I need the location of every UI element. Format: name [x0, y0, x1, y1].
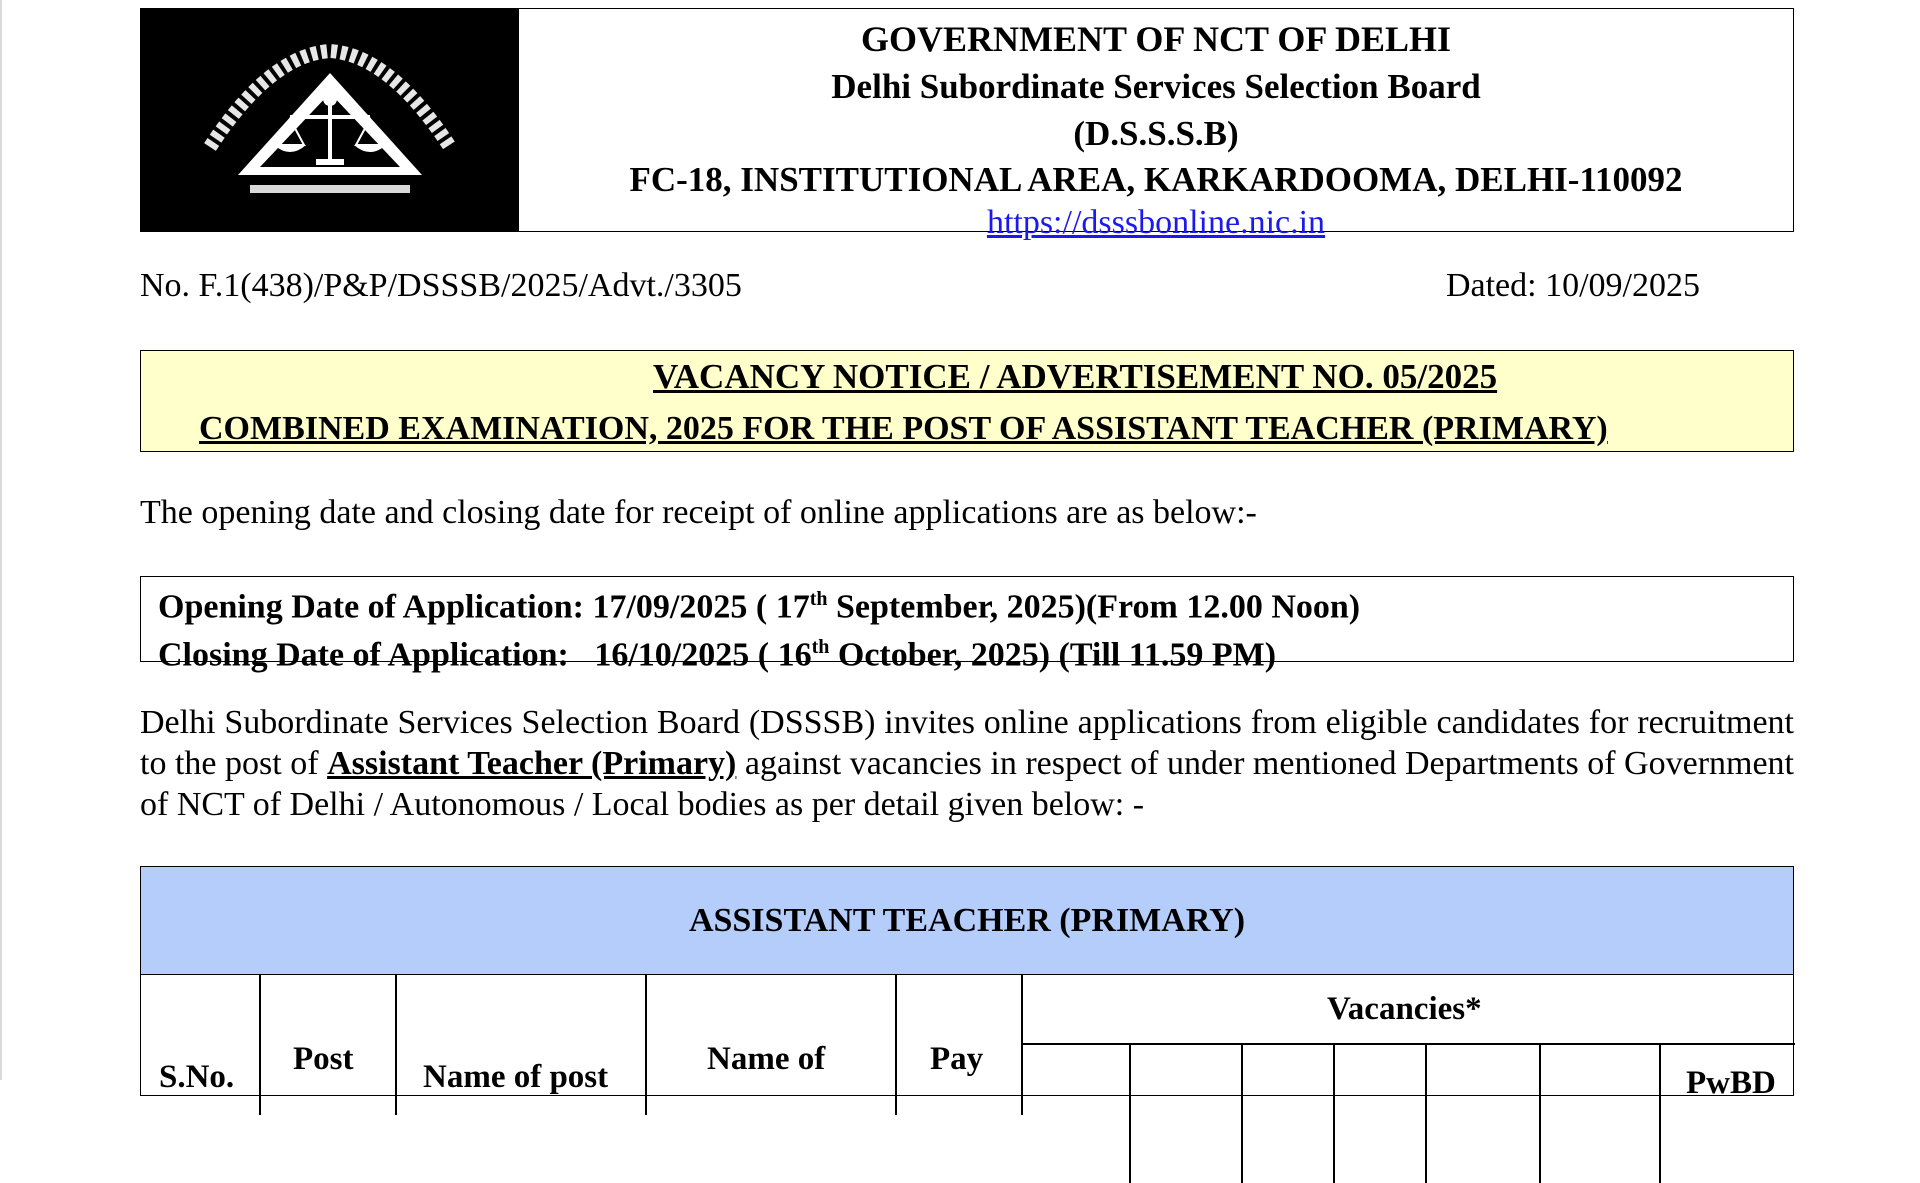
table-title: ASSISTANT TEACHER (PRIMARY): [141, 867, 1793, 975]
notice-banner: [140, 350, 1794, 452]
vacancies-divider: [1021, 1043, 1795, 1045]
header-name-of-post: Name of post: [423, 1059, 609, 1095]
col-divider: [1659, 1043, 1661, 1183]
reference-line: [140, 267, 1700, 305]
closing-date-row: Closing Date of Application: 16/10/2025 ( 16th October, 2025) (Till 11.59 PM): [158, 636, 1277, 674]
header-sno: S.No.: [159, 1059, 235, 1095]
government-title: GOVERNMENT OF NCT OF DELHI: [860, 19, 1452, 59]
col-divider: [1425, 1043, 1427, 1183]
notice-subtitle: COMBINED EXAMINATION, 2025 FOR THE POST OF ASSISTANT TEACHER (PRIMARY): [199, 410, 1608, 447]
board-name: Delhi Subordinate Services Selection Board: [831, 67, 1481, 106]
board-address: FC-18, INSTITUTIONAL AREA, KARKARDOOMA, DELHI-110092: [629, 160, 1683, 199]
vacancy-table: [140, 866, 1794, 1101]
invitation-paragraph: Delhi Subordinate Services Selection Board (DSSSB) invites online applications from eligible candidates for recruitment to the post of Assistant Teacher (Primary) against vacancies in respect of under mentioned Departments of Government of NCT of Delhi / Autonomous / Local bodies as per detail given below: -: [140, 704, 1795, 823]
col-divider: [645, 975, 647, 1115]
col-divider: [395, 975, 397, 1115]
board-abbreviation: (D.S.S.S.B): [1073, 114, 1239, 153]
post-name: Assistant Teacher (Primary): [327, 745, 737, 782]
col-divider: [259, 975, 261, 1115]
header-vacancies: Vacancies*: [1327, 991, 1482, 1027]
col-divider: [1539, 1043, 1541, 1183]
application-dates-box: [140, 576, 1794, 674]
col-divider: [1021, 975, 1023, 1115]
intro-text: The opening date and closing date for receipt of online applications are as below:-: [140, 494, 1257, 531]
letterhead-text: [519, 9, 1793, 241]
notice-date: Dated: 10/09/2025: [1445, 267, 1700, 304]
notice-title: VACANCY NOTICE / ADVERTISEMENT NO. 05/2025: [653, 357, 1498, 396]
reference-number: No. F.1(438)/P&P/DSSSB/2025/Advt./3305: [140, 267, 742, 304]
header-department: Name of: [707, 1041, 826, 1077]
col-divider: [1241, 1043, 1243, 1183]
header-pwbd: PwBD: [1686, 1065, 1776, 1101]
dsssb-logo: [141, 9, 519, 231]
header-post-code: Post: [293, 1041, 354, 1077]
page-edge: [0, 0, 2, 1080]
dsssb-emblem-icon: [180, 35, 480, 205]
letterhead: [140, 8, 1794, 241]
opening-date-row: Opening Date of Application: 17/09/2025 ( 17th September, 2025)(From 12.00 Noon): [158, 588, 1361, 626]
col-divider: [1333, 1043, 1335, 1183]
website-link[interactable]: https://dsssbonline.nic.in: [986, 204, 1326, 241]
col-divider: [895, 975, 897, 1115]
header-pay: Pay: [930, 1041, 984, 1077]
col-divider: [1129, 1043, 1131, 1183]
